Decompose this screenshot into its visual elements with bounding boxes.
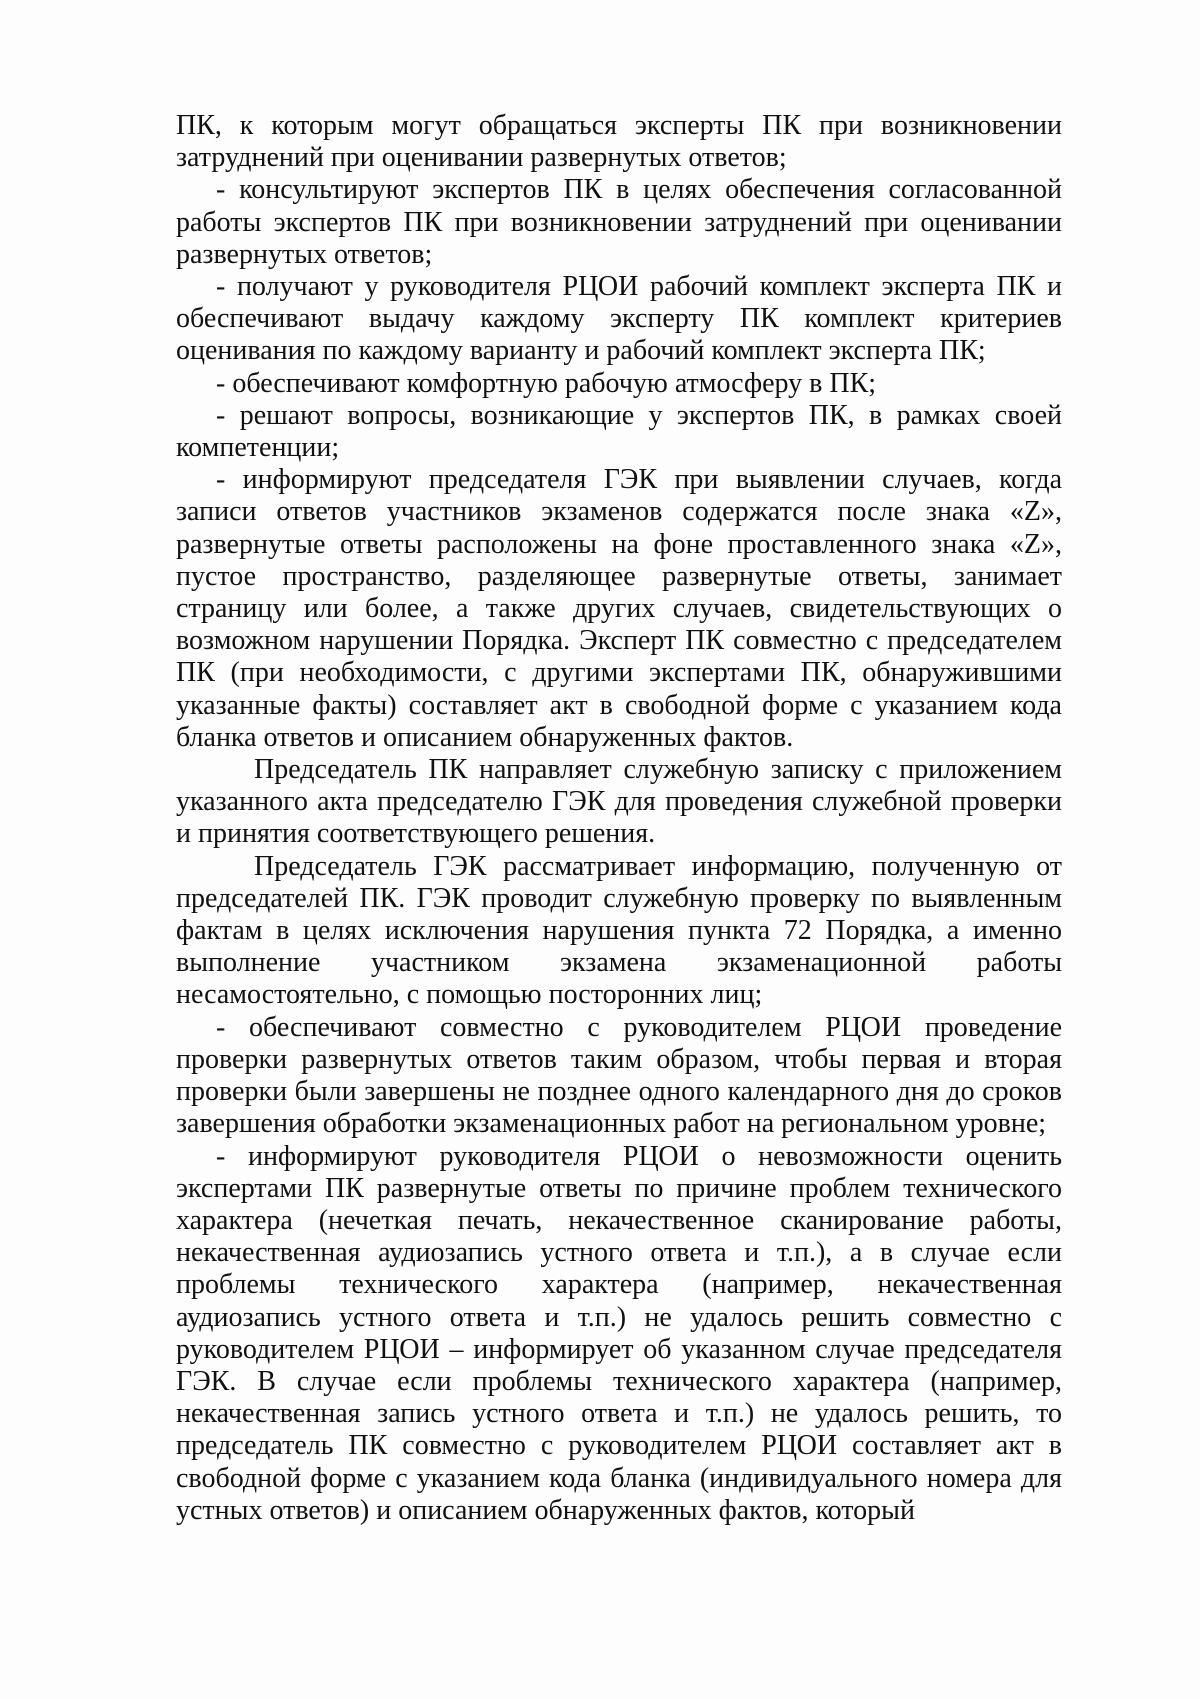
list-item-consult: - консультируют экспертов ПК в целях обеспечения согласованной работы экспертов ПК при возникновении затруднений при оценивании развернутых ответов; [176, 174, 1062, 270]
paragraph-memo: Председатель ПК направляет служебную записку с приложением указанного акта председателю ГЭК для проведения служебной проверки и принятия соответствующего решения. [176, 754, 1062, 850]
list-item-receive-kit: - получают у руководителя РЦОИ рабочий комплект эксперта ПК и обеспечивают выдачу каждому эксперту ПК комплект критериев оценивания по каждому варианту и рабочий комплект эксперта ПК; [176, 271, 1062, 367]
list-item-inform-rcoi: - информируют руководителя РЦОИ о невозможности оценить экспертами ПК развернутые ответы по причине проблем технического характера (нечеткая печать, некачественное сканирование работы, некачественная аудиозапись устного ответа и т.п.), а в случае если проблемы технического характера (например, некачественная аудиозапись устного ответа и т.п.) не удалось решить совместно с руководителем РЦОИ – информирует об указанном случае председателя ГЭК. В случае если проблемы технического характера (например, некачественная запись устного ответа и т.п.) не удалось решить, то председатель ПК совместно с руководителем РЦОИ составляет акт в свободной форме с указанием кода бланка (индивидуального номера для устных ответов) и описанием обнаруженных фактов, который [176, 1140, 1062, 1526]
list-item-ensure-check: - обеспечивают совместно с руководителем РЦОИ проведение проверки развернутых ответов таким образом, чтобы первая и вторая проверки были завершены не позднее одного календарного дня до сроков завершения обработки экзаменационных работ на региональном уровне; [176, 1011, 1062, 1140]
list-item-atmosphere: - обеспечивают комфортную рабочую атмосферу в ПК; [216, 367, 877, 399]
list-item-inform-chair: - информируют председателя ГЭК при выявлении случаев, когда записи ответов участников экзаменов содержатся после знака «Z», развернутые ответы расположены на фоне проставленного знака «Z», пустое пространство, разделяющее развернутые ответы, занимает страницу или более, а также других случаев, свидетельствующих о возможном нарушении Порядка. Эксперт ПК совместно с председателем ПК (при необходимости, с другими экспертами ПК, обнаружившими указанные факты) составляет акт в свободной форме с указанием кода бланка ответов и описанием обнаруженных фактов. [176, 464, 1062, 753]
document-body [176, 110, 1062, 1527]
paragraph-continuation: ПК, к которым могут обращаться эксперты ПК при возникновении затруднений при оценивании развернутых ответов; [176, 110, 1062, 174]
paragraph-gek-review: Председатель ГЭК рассматривает информацию, полученную от председателей ПК. ГЭК проводит служебную проверку по выявленным фактам в целях исключения нарушения пункта 72 Порядка, а именно выполнение участником экзамена экзаменационной работы несамостоятельно, с помощью посторонних лиц; [176, 850, 1062, 1011]
list-item-resolve-questions: - решают вопросы, возникающие у экспертов ПК, в рамках своей компетенции; [176, 399, 1062, 464]
